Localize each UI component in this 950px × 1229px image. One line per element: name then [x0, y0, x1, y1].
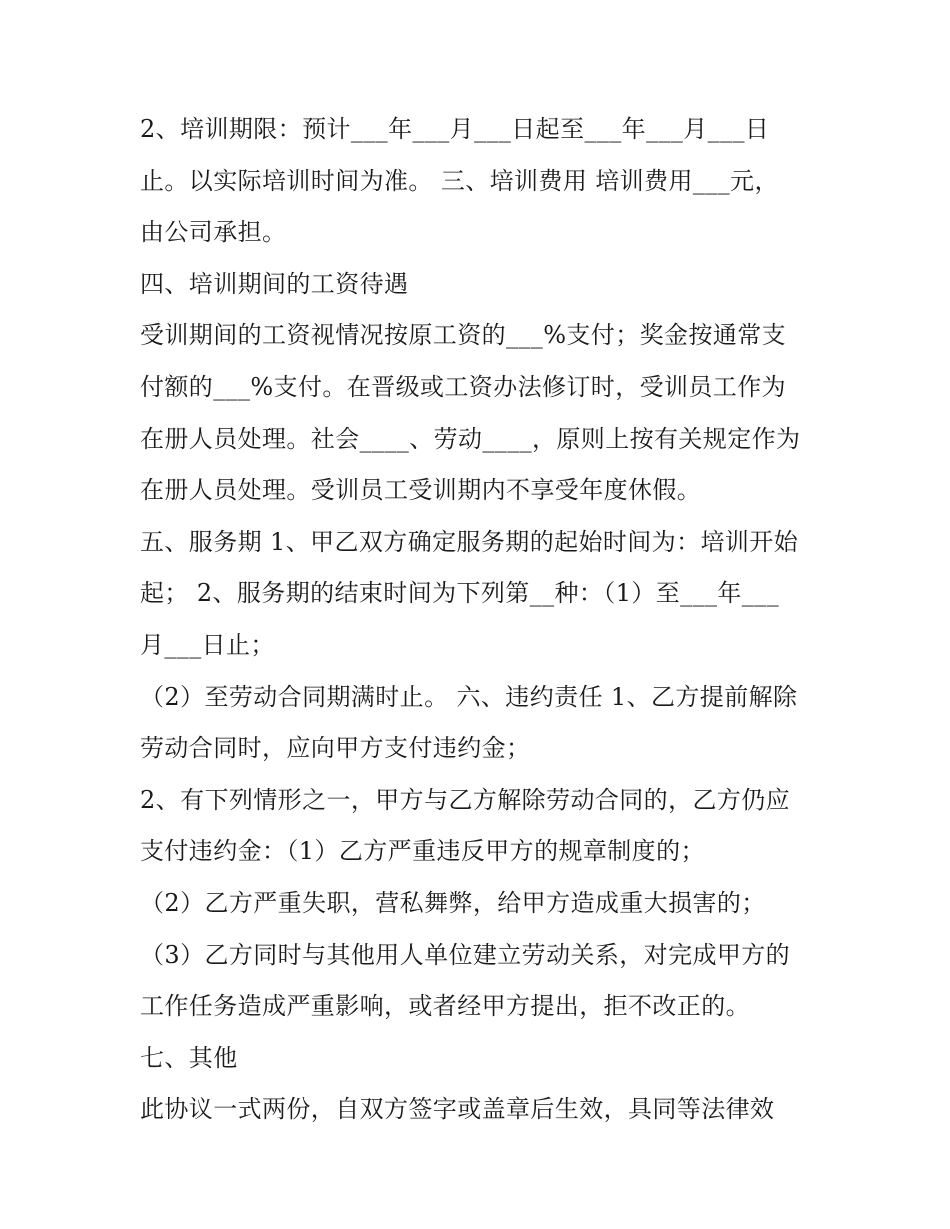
text-line: 在册人员处理。社会____、劳动____，原则上按有关规定作为 [140, 424, 801, 453]
section-heading: 四、培训期间的工资待遇 [140, 269, 409, 298]
text-line: （2）乙方严重失职，营私舞弊，给甲方造成重大损害的； [140, 888, 766, 917]
section-heading: 七、其他 [140, 1043, 238, 1072]
text-line: 支付违约金：（1）乙方严重违反甲方的规章制度的； [140, 837, 705, 866]
text-line: 工作任务造成严重影响，或者经甲方提出，拒不改正的。 [140, 992, 750, 1021]
text-line: 由公司承担。 [140, 218, 287, 247]
text-line: （2）至劳动合同期满时止。 六、违约责任 1、乙方提前解除 [140, 682, 798, 711]
text-line: 劳动合同时，应向甲方支付违约金； [140, 734, 531, 763]
text-line: 此协议一式两份，自双方签字或盖章后生效，具同等法律效 [140, 1095, 775, 1124]
document-body [140, 104, 820, 1136]
text-line: 在册人员处理。受训员工受训期内不享受年度休假。 [140, 476, 702, 505]
text-line: 五、服务期 1、甲乙双方确定服务期的起始时间为：培训开始 [140, 527, 799, 556]
text-line: 付额的___%支付。在晋级或工资办法修订时，受训员工作为 [140, 372, 787, 401]
text-line: 止。以实际培训时间为准。 三、培训费用 培训费用___元， [140, 166, 779, 195]
text-line: （3）乙方同时与其他用人单位建立劳动关系，对完成甲方的 [140, 940, 791, 969]
text-line: 受训期间的工资视情况按原工资的___%支付；奖金按通常支 [140, 321, 787, 350]
text-line: 月___日止； [140, 630, 275, 659]
text-line: 2、有下列情形之一，甲方与乙方解除劳动合同的，乙方仍应 [140, 785, 791, 814]
text-line: 2、培训期限：预计___年___月___日起至___年___月___日 [140, 115, 770, 143]
text-line: 起； 2、服务期的结束时间为下列第__种：（1）至___年___ [140, 579, 779, 608]
